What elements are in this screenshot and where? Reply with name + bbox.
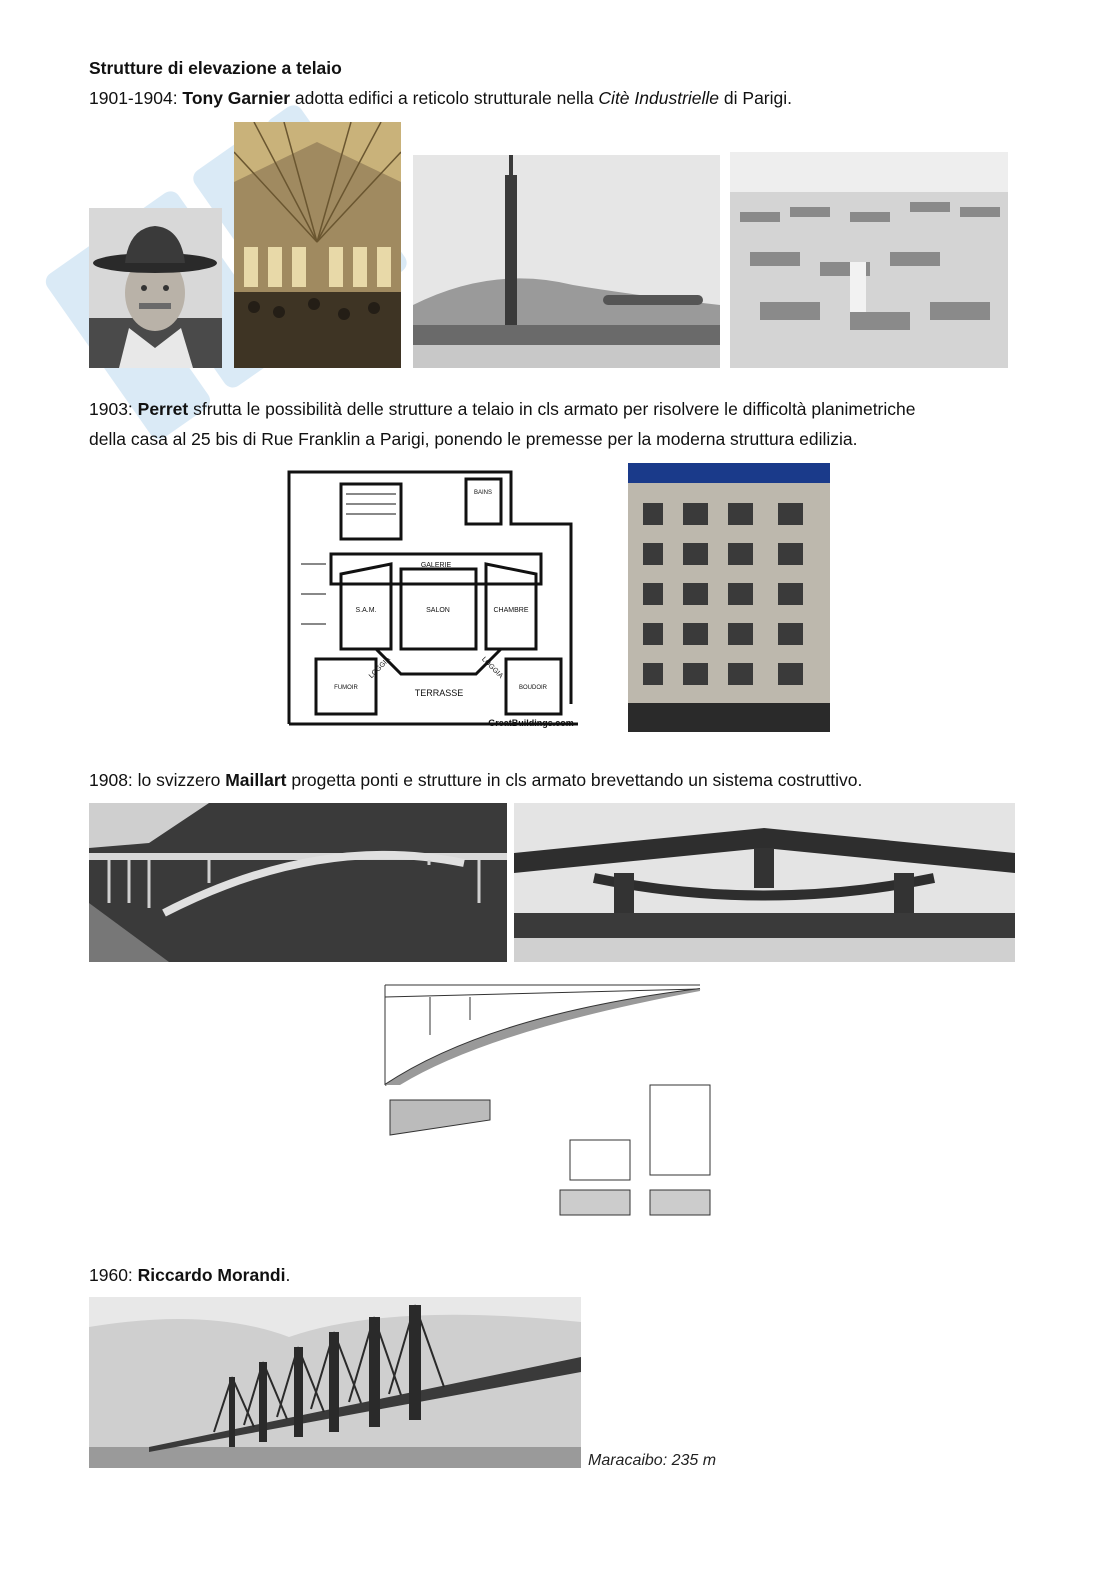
maillart-text: progetta ponti e strutture in cls armato brevettando un sistema costruttivo. [286, 770, 863, 790]
garnier-text: adotta edifici a reticolo strutturale nella [290, 88, 599, 108]
morandi-name: Riccardo Morandi [137, 1265, 286, 1285]
plan-label-terrasse: TERRASSE [414, 688, 464, 698]
maracaibo-caption: Maracaibo: 235 m [588, 1452, 717, 1469]
perret-floor-plan [281, 464, 578, 732]
garnier-years: 1901‑1904: [89, 88, 183, 108]
plan-label-loggia-right: LOGGIA [480, 655, 505, 680]
perret-text-1: sfrutta le possibilità delle strutture a telaio in cls armato per risolvere le difficoltà planimetriche [188, 399, 916, 419]
maillart-hall-photo [514, 803, 1015, 962]
perret-building-photo [628, 463, 830, 732]
garnier-work-title: Citè Industrielle [598, 88, 720, 108]
garnier-tower-image [413, 155, 720, 368]
garnier-city-image [730, 152, 1008, 368]
perret-year: 1903: [89, 399, 138, 419]
maillart-technical-drawing [370, 975, 735, 1230]
garnier-hall-image [234, 122, 401, 368]
plan-label-salon: SALON [426, 607, 450, 614]
plan-label-galerie: GALERIE [420, 562, 452, 569]
morandi-paragraph [89, 1260, 290, 1290]
page-heading: Strutture di elevazione a telaio [89, 58, 342, 78]
garnier-text-end: di Parigi. [719, 88, 792, 108]
morandi-bridge-photo [89, 1297, 581, 1468]
morandi-end: . [285, 1265, 291, 1285]
maillart-name: Maillart [225, 770, 287, 790]
garnier-paragraph [89, 83, 792, 113]
garnier-portrait [89, 208, 222, 368]
garnier-name: Tony Garnier [182, 88, 291, 108]
maillart-paragraph [89, 765, 862, 795]
plan-label-fumoir: FUMOIR [334, 685, 358, 691]
maillart-year: 1908: lo svizzero [89, 770, 226, 790]
plan-label-boudoir: BOUDOIR [518, 685, 548, 691]
perret-name: Perret [137, 399, 189, 419]
perret-line-1 [89, 394, 915, 424]
plan-label-bains: BAINS [473, 490, 493, 496]
plan-label-loggia-left: LOGGIA [367, 655, 392, 680]
maillart-bridge-photo [89, 803, 507, 962]
plan-label-chambre: CHAMBRE [493, 607, 529, 614]
morandi-year: 1960: [89, 1265, 138, 1285]
plan-label-salle: S.A.M. [355, 607, 377, 614]
perret-line-2: della casa al 25 bis di Rue Franklin a Parigi, ponendo le premesse per la moderna struttura edilizia. [89, 429, 858, 449]
plan-credit: GreatBuildings.com [488, 718, 574, 728]
